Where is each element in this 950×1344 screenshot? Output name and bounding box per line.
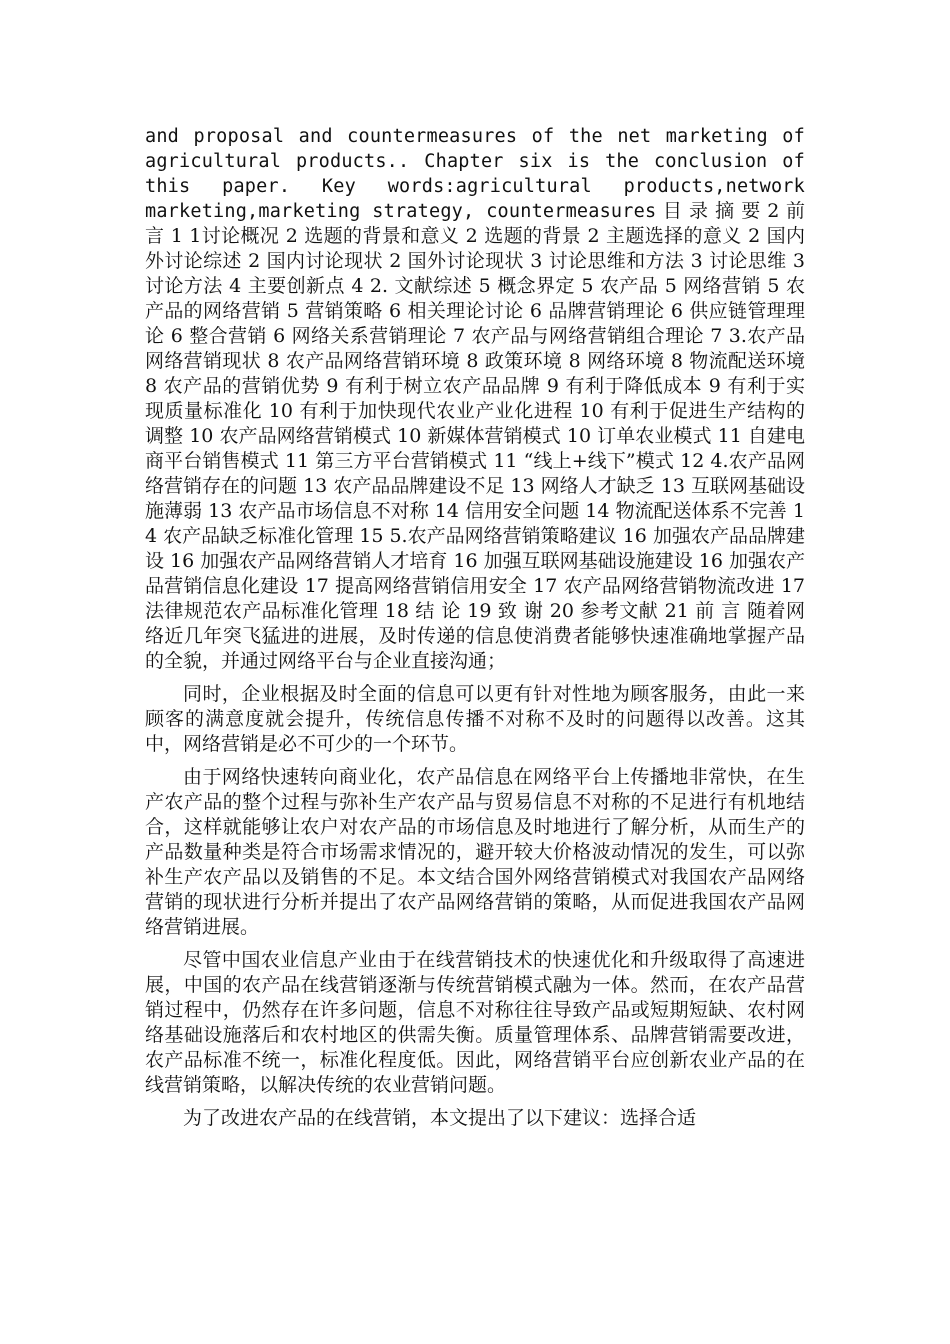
preface-paragraph-3: 由于网络快速转向商业化，农产品信息在网络平台上传播地非常快，在生产农产品的整个过程与弥补生产农产品与贸易信息不对称的不足进行有机地结合，这样就能够让农户对农产品的市场信息及时地进行了解分析，从而生产的产品数量种类是符合市场需求情况的，避开较大价格波动情况的发生，可以弥补生产农产品以及销售的不足。本文结合国外网络营销模式对我国农产品网络营销的现状进行分析并提出了农产品网络营销的策略，从而促进我国农产品网络营销进展。 — [145, 766, 805, 938]
english-abstract-paragraph — [145, 124, 805, 674]
table-of-contents-and-preface-text: 目 录 摘 要 2 前言 1 1讨论概况 2 选题的背景和意义 2 选题的背景 2 主题选择的意义 2 国内外讨论综述 2 国内讨论现状 2 国外讨论现状 3 讨论思维和方法 3 讨论思维 3 讨论方法 4 主要创新点 4 2. 文献综述 5 概念界定 5 农产品 5 网络营销 5 农产品的网络营销 5 营销策略 6 相关理论讨论 6 品牌营销理论 6 供应链管理理论 6 整合营销 6 网络关系营销理论 7 农产品与网络营销组合理论 7 3.农产品网络营销现状 8 农产品网络营销环境 8 政策环境 8 网络环境 8 物流配送环境 8 农产品的营销优势 9 有利于树立农产品品牌 9 有利于降低成本 9 有利于实现质量标准化 10 有利于加快现代农业产业化进程 10 有利于促进生产结构的调整 10 农产品网络营销模式 10 新媒体营销模式 10 订单农业模式 11 自建电商平台销售模式 11 第三方平台营销模式 11 “线上+线下”模式 12 4.农产品网络营销存在的问题 13 农产品品牌建设不足 13 网络人才缺乏 13 互联网基础设施薄弱 13 农产品市场信息不对称 14 信用安全问题 14 物流配送体系不完善 14 农产品缺乏标准化管理 15 5.农产品网络营销策略建议 16 加强农产品品牌建设 16 加强农产品网络营销人才培育 16 加强互联网基础设施建设 16 加强农产品营销信息化建设 17 提高网络营销信用安全 17 农产品网络营销物流改进 17 法律规范农产品标准化管理 18 结 论 19 致 谢 20 参考文献 21 前 言 随着网络近几年突飞猛进的进展，及时传递的信息使消费者能够快速准确地掌握产品的全貌，并通过网络平台与企业直接沟通； — [145, 200, 805, 672]
preface-paragraph-4: 尽管中国农业信息产业由于在线营销技术的快速优化和升级取得了高速进展，中国的农产品在线营销逐渐与传统营销模式融为一体。然而，在农产品营销过程中，仍然存在许多问题，信息不对称往往导致产品或短期短缺、农村网络基础设施落后和农村地区的供需失衡。质量管理体系、品牌营销需要改进，农产品标准不统一，标准化程度低。因此，网络营销平台应创新农业产品的在线营销策略，以解决传统的农业营销问题。 — [145, 949, 805, 1096]
preface-paragraph-5: 为了改进农产品的在线营销，本文提出了以下建议：选择合适 — [183, 1107, 697, 1129]
english-abstract-text: and proposal and countermeasures of the net marketing of agricultural products.. Chapter six is the conclusion of this paper. Key words:agricultural products,network marketing,marketing strategy, countermeasures — [145, 126, 805, 222]
preface-paragraph-2: 同时，企业根据及时全面的信息可以更有针对性地为顾客服务，由此一来顾客的满意度就会提升，传统信息传播不对称不及时的问题得以改善。这其中，网络营销是必不可少的一个环节。 — [145, 683, 805, 755]
document-body — [145, 124, 805, 1131]
